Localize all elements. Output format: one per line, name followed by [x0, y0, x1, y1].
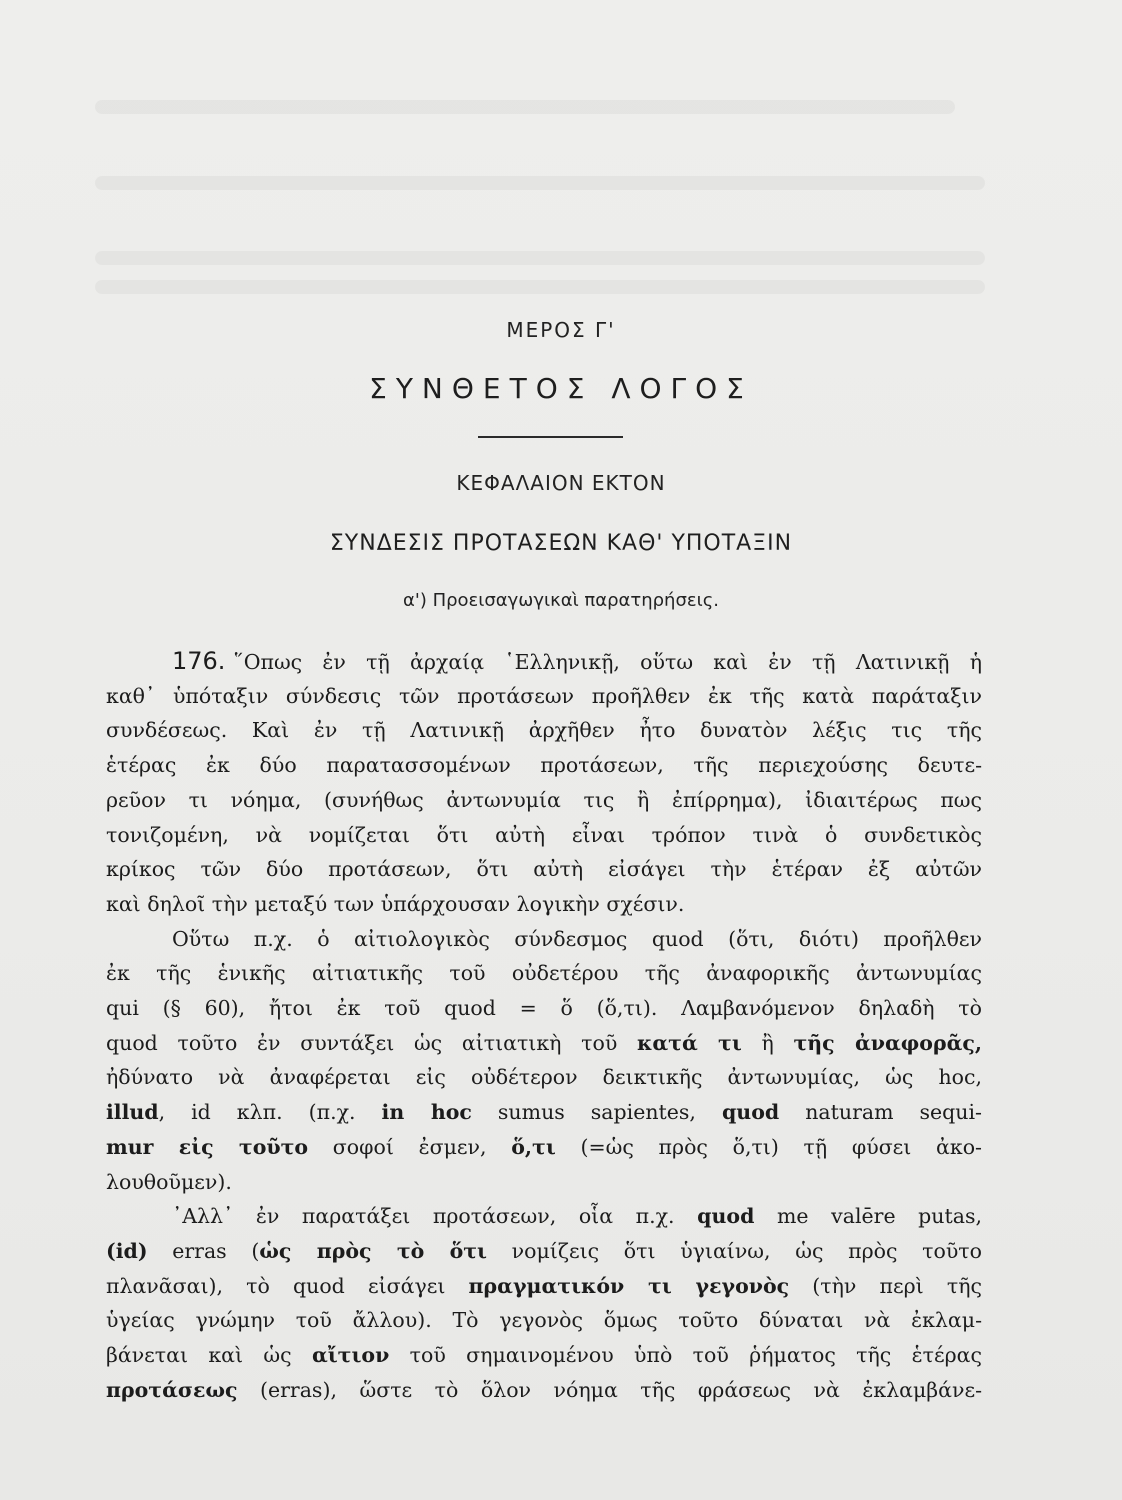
text-line	[172, 646, 982, 677]
text-run: me valēre putas,	[754, 1204, 982, 1229]
text-run: τονιζομένη, νὰ νομίζεται ὅτι αὐτὴ εἶναι τρόπον τινὰ ὁ συνδετικὸς	[106, 822, 982, 847]
text-line	[106, 715, 982, 745]
text-run: καὶ δηλοῖ τὴν μεταξύ των ὑπάρχουσαν λογικὴν σχέσιν.	[106, 891, 685, 916]
text-run: κρίκος τῶν δύο προτάσεων, ὅτι αὐτὴ εἰσάγει τὴν ἑτέραν ἐξ αὐτῶν	[106, 857, 982, 882]
text-run: qui (§ 60), ἤτοι ἐκ τοῦ quod = ὅ (ὅ,τι). Λαμβανόμενον δηλαδὴ τὸ	[106, 996, 982, 1020]
bold-phrase: ὡς πρὸς τὸ ὅτι	[259, 1238, 487, 1263]
text-line	[106, 681, 982, 711]
text-line	[106, 750, 982, 780]
paragraph-number: 176.	[172, 647, 226, 675]
text-run: ἢ	[741, 1030, 794, 1055]
text-line	[172, 1201, 982, 1231]
bold-phrase: (id)	[106, 1238, 148, 1263]
text-run: ρεῦον τι νόημα, (συνήθως ἀντωνυμία τις ἢ ἐπίρρημα), ἰδιαιτέρως πως	[106, 787, 982, 812]
text-line	[106, 785, 982, 815]
chapter-heading: ΚΕΦΑΛΑΙΟΝ ΕΚΤΟΝ	[456, 471, 666, 495]
text-run: ἠδύνατο νὰ ἀναφέρεται εἰς οὐδέτερον δεικτικῆς ἀντωνυμίας, ὡς hoc,	[106, 1065, 982, 1090]
bold-phrase: τῆς ἀναφορᾶς,	[793, 1030, 983, 1055]
bold-phrase: illud	[106, 1100, 159, 1125]
text-run: νομίζεις ὅτι ὑγιαίνω, ὡς πρὸς τοῦτο	[486, 1238, 982, 1263]
text-run: (=ὡς πρὸς ὅ,τι) τῇ φύσει ἀκο-	[555, 1134, 982, 1159]
bold-phrase: κατά τι	[637, 1030, 742, 1055]
bold-phrase: in hoc	[381, 1100, 472, 1125]
bold-phrase: προτάσεως	[106, 1377, 238, 1402]
text-run: πλανᾶσαι), τὸ quod εἰσάγει	[106, 1273, 469, 1298]
text-run: ἐκ τῆς ἑνικῆς αἰτιατικῆς τοῦ οὐδετέρου τῆς ἀναφορικῆς ἀντωνυμίας	[106, 961, 982, 986]
text-line	[172, 924, 982, 954]
bold-phrase: εἰς τοῦτο	[178, 1134, 309, 1159]
text-run: σοφοί ἐσμεν,	[308, 1134, 512, 1159]
title-rule	[478, 436, 623, 438]
subsection-heading: α') Προεισαγωγικαὶ παρατηρήσεις.	[403, 590, 719, 611]
text-run: sumus sapientes,	[471, 1100, 722, 1125]
text-line	[106, 1340, 982, 1370]
text-line	[106, 1132, 982, 1162]
text-run: ἑτέρας ἐκ δύο παρατασσομένων προτάσεων, τῆς περιεχούσης δευτε-	[106, 753, 982, 778]
text-line	[106, 820, 982, 850]
text-run: ὑγείας γνώμην τοῦ ἄλλου). Τὸ γεγονὸς ὅμως τοῦτο δύναται νὰ ἐκλαμ-	[106, 1308, 982, 1333]
text-run: λουθοῦμεν).	[106, 1169, 232, 1194]
text-run: naturam sequi-	[779, 1100, 982, 1125]
section-heading: ΣΥΝΔΕΣΙΣ ΠΡΟΤΑΣΕΩΝ ΚΑΘ' ΥΠΟΤΑΞΙΝ	[329, 531, 793, 556]
text-line	[106, 889, 982, 919]
text-line	[106, 1062, 982, 1092]
bold-phrase: quod	[697, 1204, 755, 1229]
text-line	[106, 854, 982, 884]
text-run: Οὕτω π.χ. ὁ αἰτιολογικὸς σύνδεσμος quod (ὅτι, διότι) προῆλθεν	[172, 926, 982, 951]
text-line	[106, 1097, 982, 1127]
part-title: ΣΥΝΘΕΤΟΣ ΛΟΓΟΣ	[369, 372, 753, 405]
bold-phrase: πραγματικόν τι γεγονὸς	[468, 1273, 790, 1298]
text-run: (erras), ὥστε τὸ ὅλον νόημα τῆς φράσεως νὰ ἐκλαμβάνε-	[237, 1377, 982, 1402]
bold-phrase: αἴτιον	[311, 1343, 390, 1367]
text-run: erras (	[147, 1238, 260, 1263]
bold-phrase: quod	[721, 1100, 780, 1125]
text-run: συνδέσεως. Καὶ ἐν τῇ Λατινικῇ ἀρχῆθεν ἦτο δυνατὸν λέξις τις τῆς	[106, 718, 982, 743]
bleed-through-line	[95, 176, 985, 190]
text-run: ῞Οπως ἐν τῇ ἀρχαίᾳ ῾Ελληνικῇ, οὕτω καὶ ἐν τῇ Λατινικῇ ἡ	[233, 650, 982, 674]
bleed-through-line	[95, 251, 985, 265]
text-line	[106, 958, 982, 988]
text-line	[106, 1375, 982, 1405]
text-run: καθ᾽ ὑπόταξιν σύνδεσις τῶν προτάσεων προῆλθεν ἐκ τῆς κατὰ παράταξιν	[106, 683, 982, 708]
text-run: ᾽Αλλ᾽ ἐν παρατάξει προτάσεων, οἷα π.χ.	[172, 1204, 698, 1229]
text-line	[106, 1271, 982, 1301]
text-run: τοῦ σημαινομένου ὑπὸ τοῦ ῥήματος τῆς ἑτέρας	[389, 1343, 982, 1367]
part-heading: ΜΕΡΟΣ Γ'	[506, 318, 616, 342]
text-run: (τὴν περὶ τῆς	[789, 1273, 982, 1298]
bleed-through-line	[95, 100, 955, 114]
text-run: quod τοῦτο ἐν συντάξει ὡς αἰτιατικὴ τοῦ	[106, 1030, 638, 1055]
bold-phrase: mur	[106, 1134, 179, 1159]
text-line	[106, 1236, 982, 1266]
text-run: βάνεται καὶ ὡς	[106, 1343, 312, 1367]
text-line	[106, 993, 982, 1023]
bold-phrase: ὅ,τι	[511, 1134, 556, 1159]
bleed-through-line	[95, 280, 985, 294]
text-line	[106, 1305, 982, 1335]
text-line	[106, 1167, 982, 1197]
text-run: , id κλπ. (π.χ.	[158, 1100, 382, 1125]
text-line	[106, 1028, 982, 1058]
